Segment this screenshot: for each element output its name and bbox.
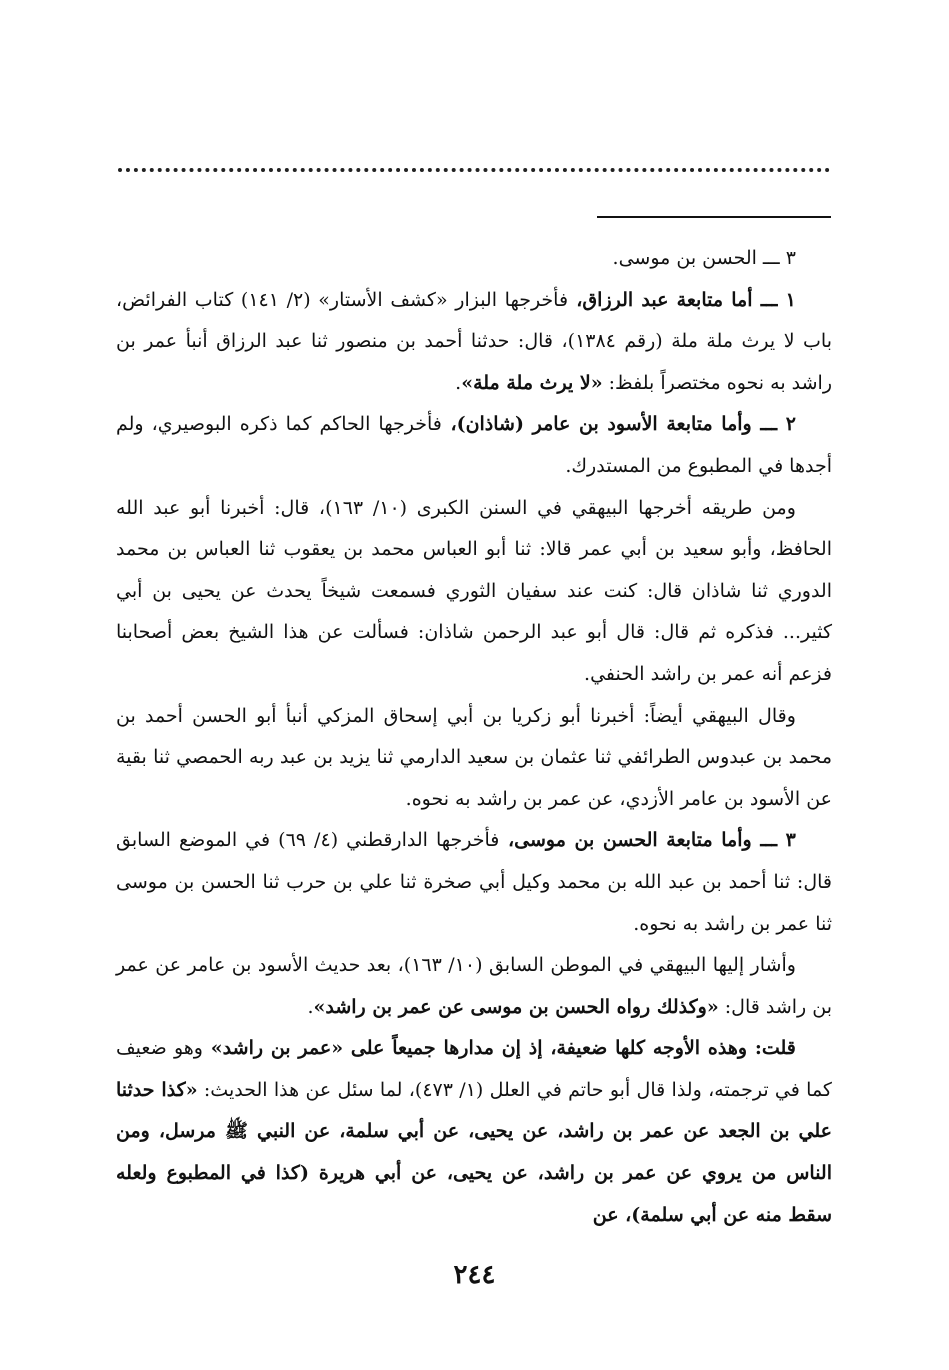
text-segment: . bbox=[307, 995, 314, 1018]
page-number: ٢٤٤ bbox=[453, 1260, 496, 1290]
paragraph bbox=[116, 1028, 832, 1236]
text-segment: فأخرجها الحاكم كما ذكره البوصيري، ولم أجدها في المطبوع من المستدرك. bbox=[116, 413, 832, 477]
dotted-separator bbox=[118, 168, 830, 172]
bold-text-segment: «لا يرث ملة ملة» bbox=[461, 371, 603, 394]
text-segment: فأخرجها الدارقطني (٤/ ٦٩) في الموضع السابق قال: ثنا أحمد بن عبد الله بن محمد وكيل أبي صخرة ثنا علي بن حرب ثنا الحسن بن موسى ثنا عمر بن راشد به نحوه. bbox=[116, 829, 832, 935]
text-segment: . bbox=[455, 371, 462, 394]
paragraph bbox=[116, 404, 832, 487]
bold-text-segment: «كذا حدثنا علي بن الجعد عن عمر بن راشد، عن يحيى، عن أبي سلمة، عن النبي ﷺ مرسل، ومن الناس من يروي عن عمر بن راشد، عن يحيى، عن أبي هريرة (كذا في المطبوع ولعله سقط منه عن أبي سلمة)، عن bbox=[116, 1078, 832, 1226]
bold-text-segment: ١ ـــ أما متابعة عبد الرزاق، bbox=[568, 288, 796, 311]
text-segment: ٣ ـــ الحسن بن موسى. bbox=[612, 247, 796, 269]
text-segment: وهو ضعيف كما في ترجمته، ولذا قال أبو حاتم في العلل (١/ ٤٧٣)، لما سئل عن هذا الحديث: bbox=[116, 1037, 832, 1101]
bold-text-segment: ٣ ـــ وأما متابعة الحسن بن موسى، bbox=[499, 829, 796, 852]
paragraph bbox=[116, 945, 832, 1028]
bold-text-segment: ٢ ـــ وأما متابعة الأسود بن عامر (شاذان)، bbox=[441, 413, 796, 436]
text-segment: وقال البيهقي أيضاً: أخبرنا أبو زكريا بن أبي إسحاق المزكي أنبأ أبو الحسن أحمد بن محمد بن عبدوس الطرائفي ثنا عثمان بن سعيد الدارمي ثنا يزيد بن عبد ربه الحمصي ثنا بقية عن الأسود بن عامر الأزدي، عن عمر بن راشد به نحوه. bbox=[116, 704, 832, 810]
paragraph bbox=[116, 820, 832, 945]
body-text bbox=[116, 238, 832, 1236]
paragraph bbox=[116, 238, 832, 280]
text-segment: فأخرجها البزار «كشف الأستار» (٢/ ١٤١) كتاب الفرائض، باب لا يرث ملة ملة (رقم ١٣٨٤)، قال: حدثنا أحمد بن منصور ثنا عبد الرزاق أنبأ عمر بن راشد به نحوه مختصراً بلفظ: bbox=[116, 288, 832, 394]
text-segment: ومن طريقه أخرجها البيهقي في السنن الكبرى (١٠/ ١٦٣)، قال: أخبرنا أبو عبد الله الحافظ، وأبو سعيد بن أبي عمر قالا: ثنا أبو العباس محمد بن يعقوب ثنا العباس بن محمد الدوري ثنا شاذان قال: كنت عند سفيان الثوري فسمعت شيخاً يحدث عن يحيى بن أبي كثير... فذكره ثم قال: قال أبو عبد الرحمن شاذان: فسألت عن هذا الشيخ بعض أصحابنا فزعم أنه عمر بن راشد الحنفي. bbox=[116, 496, 832, 685]
text-segment: وأشار إليها البيهقي في الموطن السابق (١٠/ ١٦٣)، بعد حديث الأسود بن عامر عن عمر بن راشد قال: bbox=[116, 954, 832, 1018]
bold-text-segment: قلت: وهذه الأوجه كلها ضعيفة، إذ إن مدارها جميعاً على «عمر بن راشد» bbox=[202, 1037, 796, 1060]
paragraph bbox=[116, 488, 832, 696]
paragraph bbox=[116, 280, 832, 405]
footnote-rule bbox=[597, 216, 831, 218]
paragraph bbox=[116, 696, 832, 821]
bold-text-segment: «وكذلك رواه الحسن بن موسى عن عمر بن راشد» bbox=[313, 995, 719, 1018]
